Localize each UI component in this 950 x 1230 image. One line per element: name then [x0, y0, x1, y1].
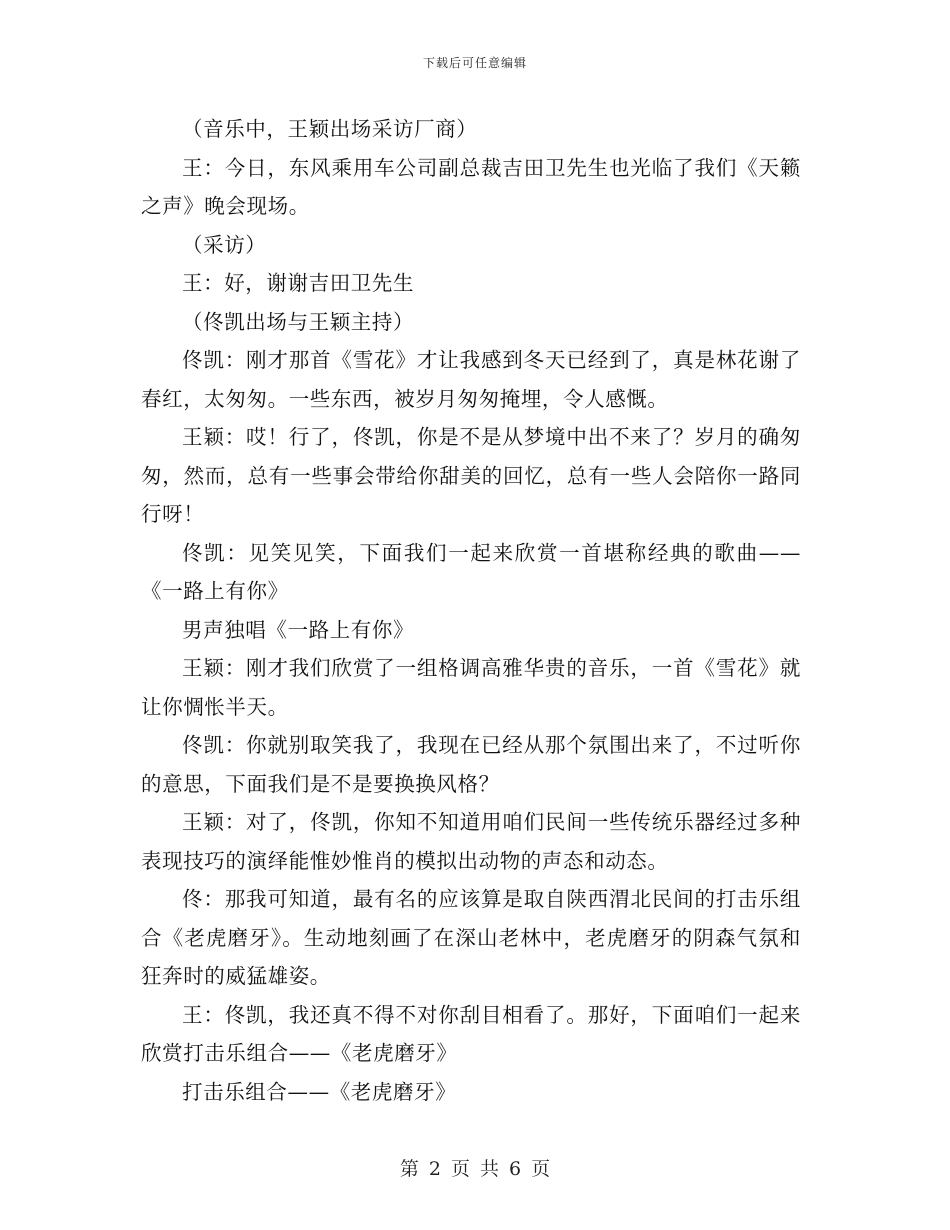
- page-header-note: 下载后可任意编辑: [422, 56, 527, 70]
- paragraph: （佟凯出场与王颖主持）: [182, 309, 415, 334]
- paragraph: 佟凯：你就别取笑我了，我现在已经从那个氛围出来了，不过听你的意思，下面我们是不是要换换风格？: [141, 733, 801, 796]
- paragraph: 王：今日，东风乘用车公司副总裁吉田卫先生也光临了我们《天籁之声》晚会现场。: [141, 155, 801, 218]
- document-body: [141, 110, 801, 1111]
- paragraph: （采访）: [182, 232, 267, 257]
- paragraph: 王颖：对了，佟凯，你知不知道用咱们民间一些传统乐器经过多种表现技巧的演绎能惟妙惟肖的模拟出动物的声态和动态。: [141, 810, 801, 873]
- paragraph: 男声独唱《一路上有你》: [182, 617, 415, 642]
- paragraph: 王颖：刚才我们欣赏了一组格调高雅华贵的音乐，一首《雪花》就让你惆怅半天。: [141, 656, 801, 719]
- paragraph: 王：好，谢谢吉田卫先生: [182, 271, 415, 295]
- paragraph: 王颖：哎！行了，佟凯，你是不是从梦境中出不来了？岁月的确匆匆，然而，总有一些事会带给你甜美的回忆，总有一些人会陪你一路同行呀！: [141, 425, 801, 526]
- paragraph: 佟凯：见笑见笑，下面我们一起来欣赏一首堪称经典的歌曲——《一路上有你》: [141, 540, 801, 603]
- paragraph: 王：佟凯，我还真不得不对你刮目相看了。那好，下面咱们一起来欣赏打击乐组合——《老虎磨牙》: [141, 1002, 801, 1065]
- paragraph: （音乐中，王颖出场采访厂商）: [182, 117, 478, 141]
- paragraph: 打击乐组合——《老虎磨牙》: [182, 1079, 457, 1104]
- paragraph: 佟凯：刚才那首《雪花》才让我感到冬天已经到了，真是林花谢了春红，太匆匆。一些东西，被岁月匆匆掩埋，令人感慨。: [141, 348, 801, 411]
- page-number-footer: 第 2 页 共 6 页: [399, 1158, 551, 1180]
- paragraph: 佟：那我可知道，最有名的应该算是取自陕西渭北民间的打击乐组合《老虎磨牙》。生动地刻画了在深山老林中，老虎磨牙的阴森气氛和狂奔时的威猛雄姿。: [141, 887, 801, 988]
